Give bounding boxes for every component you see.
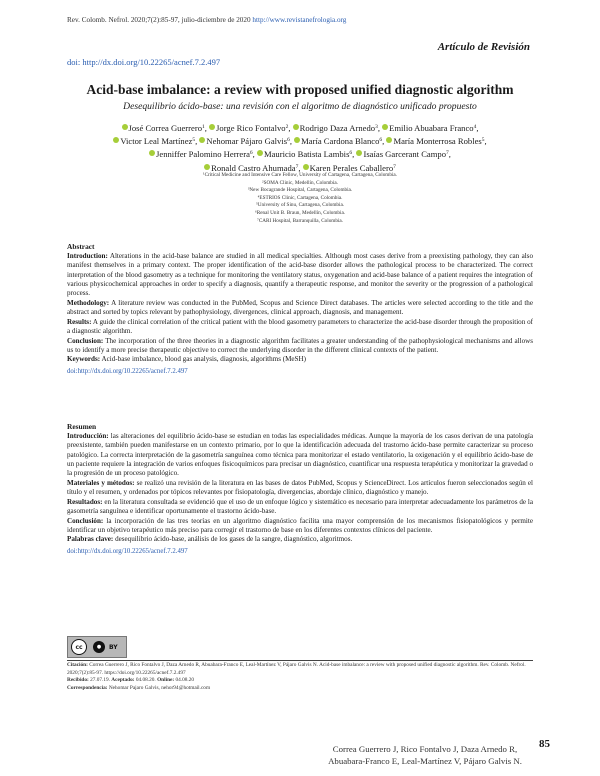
citation-block xyxy=(67,662,533,692)
resumen-doi-link[interactable]: doi:http://dx.doi.org/10.22265/acnef.7.2.497 xyxy=(67,547,188,555)
author-affiliation-number: 4 xyxy=(473,124,477,130)
running-footer-authors: Correa Guerrero J, Rico Fontalvo J, Daza Arnedo R, Abuabara-Franco E, Leal-Martínez V, Pájaro Galvis N. xyxy=(328,744,522,766)
article-type: Artículo de Revisión xyxy=(437,41,530,53)
author-list xyxy=(75,121,525,174)
orcid-icon[interactable] xyxy=(122,124,128,130)
abstract-introduction: Introduction: Alterations in the acid-base balance are studied in all medical specialties. Although most cases derive from a preexisting pathology, they can also manifest themselves in a primary context. The proper identification of the acid-base disorder allows the pathological process to be characterized. The correct interpretation of the blood gasometry as a technique for monitoring the ventilatory status, oxygenation and acid-base balance of a patient requires the integration of various physicochemical approaches in order to specify a diagnosis, quantify a therapeutic response, and monitor the severity or the progression of a pathological process. xyxy=(67,252,533,298)
author-affiliation-number: 6 xyxy=(379,137,383,144)
author-affiliation-number: 6 xyxy=(249,150,253,157)
orcid-icon[interactable] xyxy=(356,150,362,156)
page-number: 85 xyxy=(539,738,550,750)
author-separator: , xyxy=(298,162,303,173)
attribution-icon: ● xyxy=(93,641,105,653)
author-separator: , xyxy=(195,136,200,147)
orcid-icon[interactable] xyxy=(257,150,263,156)
affiliation-item: ⁷CARI Hospital, Barranquilla, Colombia. xyxy=(257,217,343,224)
author-affiliation-number: 2 xyxy=(285,124,289,130)
author-affiliation-number: 7 xyxy=(295,163,299,170)
abstract-heading: Abstract xyxy=(67,242,95,251)
author-name: María Cardona Blanco xyxy=(301,136,380,147)
abstract-section xyxy=(67,242,533,376)
author-item xyxy=(382,123,479,133)
author-separator: , xyxy=(382,136,387,147)
author-item xyxy=(209,123,288,133)
author-affiliation-number: 6 xyxy=(349,150,353,157)
affiliation-list xyxy=(150,172,450,225)
author-item xyxy=(294,136,382,146)
author-affiliation-number: 1 xyxy=(202,124,205,130)
author-affiliation-number: 5 xyxy=(192,137,196,144)
affiliation-item: ²SOMA Clinic, Medellín, Colombia. xyxy=(262,179,338,186)
author-separator: , xyxy=(377,123,383,133)
footer-divider xyxy=(67,660,533,661)
affiliation-item: ⁴ESTRIOS Clinic, Cartagena, Colombia. xyxy=(257,194,343,201)
author-item xyxy=(122,123,205,133)
resumen-heading: Resumen xyxy=(67,422,97,431)
author-name: Jenniffer Palomino Herrera xyxy=(156,149,250,160)
resumen-introduccion: Introducción: las alteraciones del equilibrio ácido-base se estudian en todas las especialidades médicas. Aunque la mayoría de los casos derivan de una patología preexistente, también pueden manifestarse en un contexto primario, por lo que la identificación adecuada del trastorno ácido-base permite caracterizar su proceso patológico. La correcta interpretación de la gasometría sanguínea como técnica para monitorizar el estado ventilatorio, la oxigenación y el equilibrio ácido-base de un paciente requiere la integración de varios enfoques fisicoquímicos para precisar un diagnóstico, cuantificar una respuesta terapéutica y monitorizar la gravedad o la progresión de un proceso patológico. xyxy=(67,432,533,478)
author-item xyxy=(257,149,352,159)
orcid-icon[interactable] xyxy=(209,124,215,130)
author-item xyxy=(113,136,195,146)
author-name: Ronald Castro Ahumada xyxy=(211,162,296,173)
journal-url-link[interactable]: http://www.revistanefrologia.org xyxy=(252,16,347,24)
author-name: Mauricio Batista Lambis xyxy=(263,149,350,160)
dates-line: Recibido: 27.07.19. Aceptado: 04.08.20. Online: 04.08.20 xyxy=(67,677,195,684)
resumen-resultados: Resultados: en la literatura consultada se evidenció que el uso de un enfoque lógico y sistemático es necesario para interpretar adecuadamente los parámetros de la gasometría sanguínea e identificar oportunamente el trastorno ácido-base. xyxy=(67,497,533,515)
author-affiliation-number: 7 xyxy=(393,163,396,170)
orcid-icon[interactable] xyxy=(386,137,392,143)
author-affiliation-number: 5 xyxy=(481,137,485,144)
author-affiliation-number: 7 xyxy=(446,150,449,157)
abstract-results: Results: A guide the clinical correlation of the critical patient with the blood gasometry parameters to characterize the acid-base disorder through the proposition of a diagnostic algorithm. xyxy=(67,317,533,335)
orcid-icon[interactable] xyxy=(149,150,155,156)
author-separator: , xyxy=(352,149,357,160)
affiliation-item: ³New Bocagrande Hospital, Cartagena, Colombia. xyxy=(247,187,353,194)
orcid-icon[interactable] xyxy=(303,164,309,170)
orcid-icon[interactable] xyxy=(294,137,300,143)
abstract-conclusion: Conclusion: The incorporation of the three theories in a diagnostic algorithm facilitates a greater understanding of the pathophysiological mechanisms and allows us to identify a more precise therapeutic objective to correct the underlying disorder in the different clinical contexts of the patient. xyxy=(67,336,533,354)
resumen-materiales: Materiales y métodos: se realizó una revisión de la literatura en las bases de datos PubMed, Scopus y ScienceDirect. Los artículos fueron seleccionados según el título y el resumen, y ordenados por tópicos relevantes por fisiopatología, divergencias, abordaje clínico, diagnóstico y manejo. xyxy=(67,478,533,496)
author-separator: , xyxy=(252,149,257,160)
cc-icon: cc xyxy=(71,639,87,655)
orcid-icon[interactable] xyxy=(113,137,119,143)
author-name: Karen Perales Caballero xyxy=(309,162,394,173)
affiliation-item: ¹Critical Medicine and Intensive Care Fellow, University of Cartagena, Cartagena, Colombia. xyxy=(203,172,397,178)
journal-citation: Rev. Colomb. Nefrol. 2020;7(2):85-97, julio-diciembre de 2020 xyxy=(67,16,253,24)
cc-license-badge[interactable] xyxy=(67,636,127,658)
orcid-icon[interactable] xyxy=(204,164,210,170)
author-separator: , xyxy=(476,123,479,133)
author-item xyxy=(293,123,378,133)
author-separator: , xyxy=(448,149,451,160)
abstract-methodology: Methodology: A literature review was conducted in the PubMed, Scopus and Science Direct databases. The articles were selected according to the title and the abstract and sorted by topics relevant by pathophysiology, divergences, clinical approach, diagnosis, and management. xyxy=(67,298,533,316)
author-name: Nehomar Pájaro Galvis xyxy=(206,136,288,147)
author-name: Emilio Abuabara Franco xyxy=(389,123,474,133)
author-name: Isaías Garcerant Campo xyxy=(363,149,447,160)
affiliation-item: ⁶Renal Unit B. Braun, Medellín, Colombia. xyxy=(254,209,346,216)
cc-by-label: BY xyxy=(109,643,118,651)
author-item xyxy=(199,136,289,146)
author-name: María Monterrosa Robles xyxy=(393,136,482,147)
article-title: Acid-base imbalance: a review with proposed unified diagnostic algorithm xyxy=(86,82,514,97)
author-name: Jorge Rico Fontalvo xyxy=(216,123,286,133)
author-item xyxy=(356,149,448,159)
citation-line: Citación: Correa Guerrero J, Rico Fontalvo J, Daza Arnedo R, Abuabara-Franco E, Leal-Martínez V, Pájaro Galvis N. Acid-base imbalance: a review with proposed unified diagnostic algorithm. Rev. Colomb. Nefrol. 2020;7(2):85-97. https://doi.org/10.22265/acnef.7.2.497 xyxy=(67,662,526,676)
author-affiliation-number: 6 xyxy=(287,137,290,144)
affiliation-item: ⁵University of Sinu, Cartagena, Colombia. xyxy=(255,202,345,209)
author-affiliation-number: 3 xyxy=(375,124,378,130)
article-subtitle: Desequilibrio ácido-base: una revisión con el algoritmo de diagnóstico unificado propuesto xyxy=(123,101,477,112)
author-separator: , xyxy=(289,136,295,147)
author-item xyxy=(386,136,484,146)
orcid-icon[interactable] xyxy=(199,137,205,143)
journal-citation-line xyxy=(67,16,346,24)
abstract-doi-link[interactable]: doi:http://dx.doi.org/10.22265/acnef.7.2.497 xyxy=(67,367,188,375)
doi-link[interactable]: doi: http://dx.doi.org/10.22265/acnef.7.2.497 xyxy=(67,57,221,67)
author-separator: , xyxy=(204,123,210,133)
author-item xyxy=(149,149,253,159)
author-separator: , xyxy=(288,123,293,133)
author-separator: , xyxy=(484,136,487,147)
abstract-keywords: Keywords: Acid-base imbalance, blood gas analysis, diagnosis, algorithms (MeSH) xyxy=(67,355,306,364)
resumen-palabras-clave: Palabras clave: desequilibrio ácido-base, análisis de los gases de la sangre, diagnóstico, algoritmos. xyxy=(67,535,353,544)
resumen-conclusion: Conclusión: la incorporación de las tres teorías en un algoritmo diagnóstico facilita una mayor comprensión de los mecanismos fisiopatológicos y permite identificar un objetivo terapéutico más preciso para corregir el trastorno de base en los diferentes contextos clínicos del paciente. xyxy=(67,516,533,534)
resumen-section xyxy=(67,422,533,556)
orcid-icon[interactable] xyxy=(293,124,299,130)
author-name: Victor Leal Martínez xyxy=(120,136,193,147)
author-name: José Correa Guerrero xyxy=(128,123,202,133)
correspondence-line: Correspondencia: Nehomar Pajaro Galvis, nehor94@hotmail.com xyxy=(67,684,211,691)
orcid-icon[interactable] xyxy=(382,124,388,130)
author-name: Rodrigo Daza Arnedo xyxy=(299,123,376,133)
